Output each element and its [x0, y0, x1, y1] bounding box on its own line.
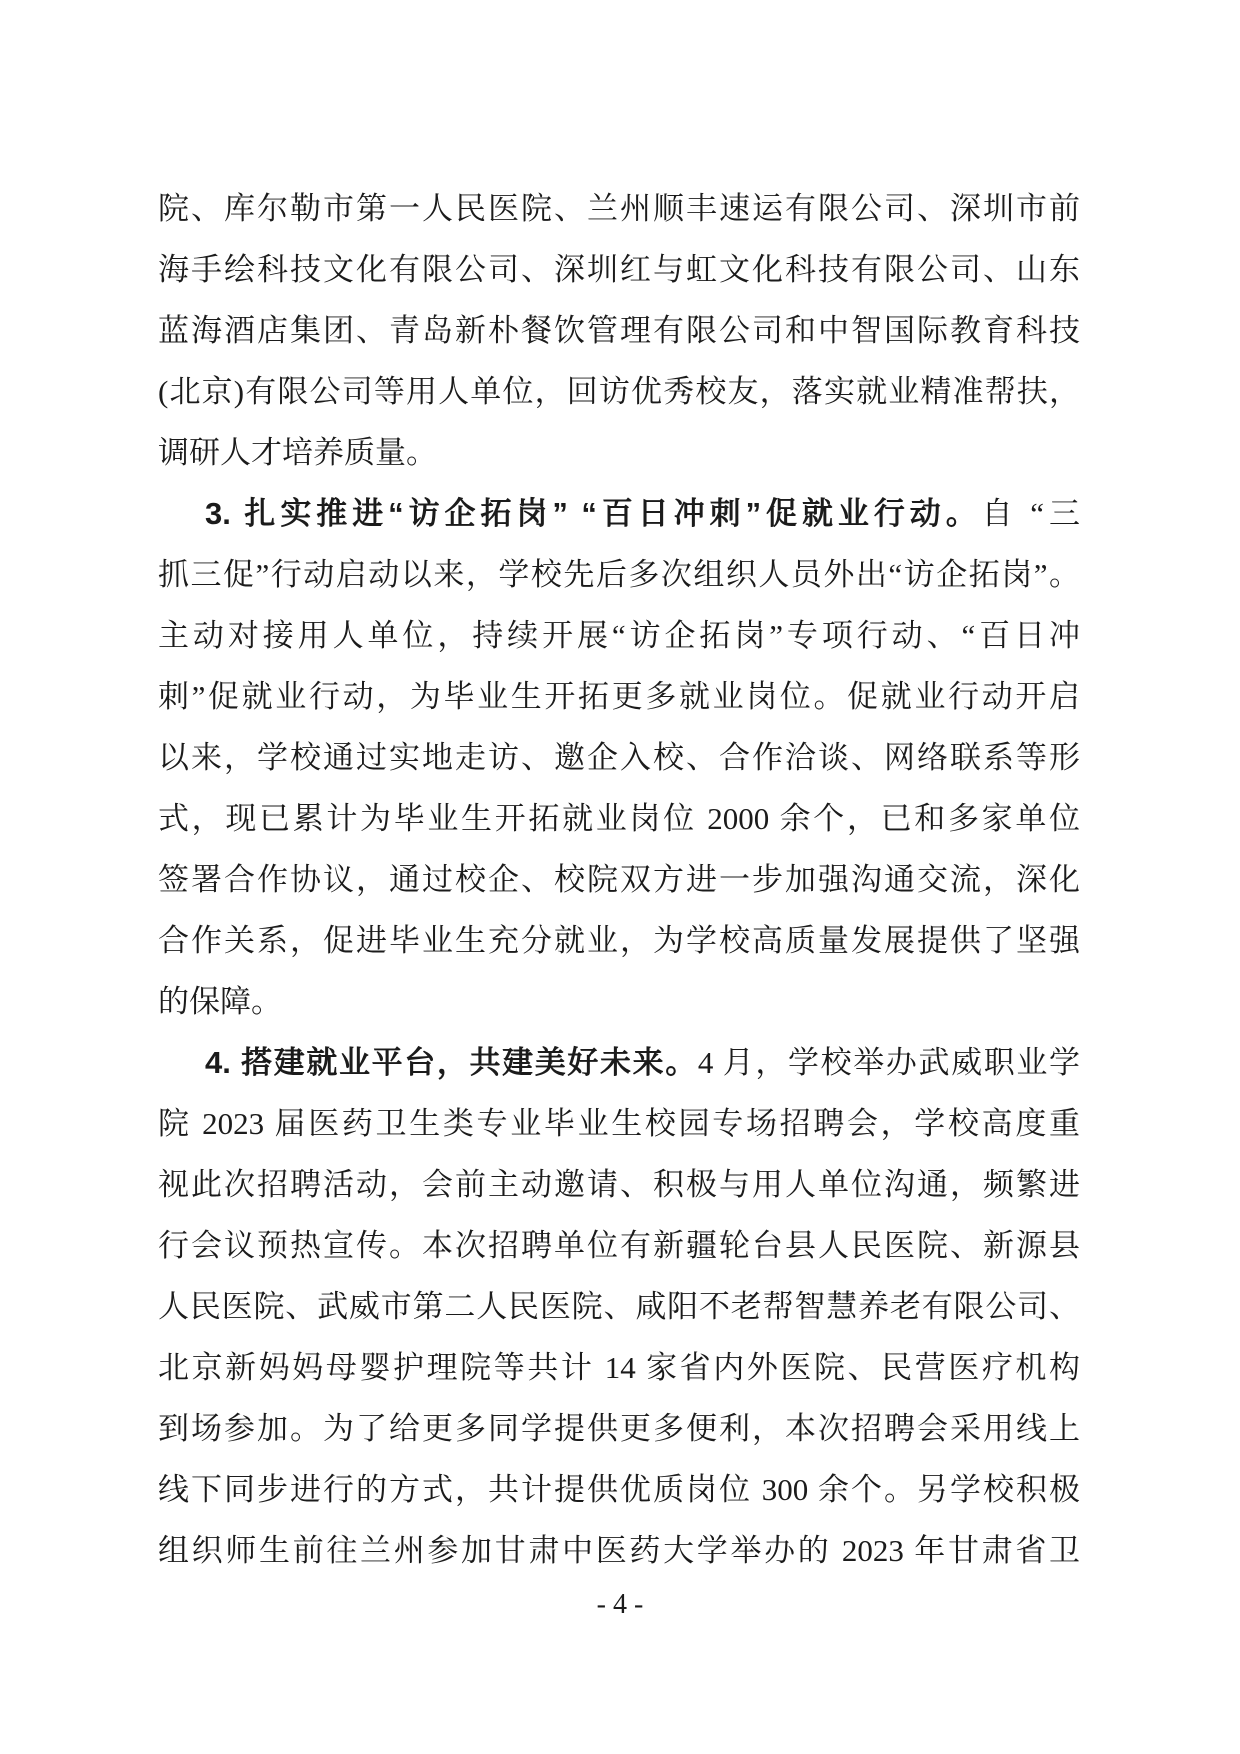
text-segment: 北京新妈妈母婴护理院等共计 14 家省内外医院、民营医疗机构 [158, 1350, 1080, 1385]
text-line [158, 1215, 1080, 1276]
text-segment: 海手绘科技文化有限公司、深圳红与虹文化科技有限公司、山东 [158, 252, 1080, 287]
text-line [158, 910, 1080, 971]
text-line [158, 1520, 1080, 1581]
text-line [158, 605, 1080, 666]
text-segment: (北京)有限公司等用人单位，回访优秀校友，落实就业精准帮扶， [158, 374, 1080, 409]
text-line [158, 544, 1080, 605]
text-line [158, 1337, 1080, 1398]
text-segment: 4 月，学校举办武威职业学 [697, 1045, 1080, 1080]
text-line [158, 239, 1080, 300]
text-line [158, 1459, 1080, 1520]
text-line [158, 483, 1080, 544]
text-line [158, 422, 1080, 483]
text-segment: 蓝海酒店集团、青岛新朴餐饮管理有限公司和中智国际教育科技 [158, 313, 1080, 348]
text-line [158, 1032, 1080, 1093]
text-line [158, 1276, 1080, 1337]
text-segment: 自 “三 [981, 496, 1080, 531]
text-segment: 行会议预热宣传。本次招聘单位有新疆轮台县人民医院、新源县 [158, 1228, 1080, 1263]
text-line [158, 1398, 1080, 1459]
text-segment: 到场参加。为了给更多同学提供更多便利，本次招聘会采用线上 [158, 1411, 1080, 1446]
text-line [158, 361, 1080, 422]
text-segment: 线下同步进行的方式，共计提供优质岗位 300 余个。另学校积极 [158, 1472, 1080, 1507]
text-segment: 式，现已累计为毕业生开拓就业岗位 2000 余个，已和多家单位 [158, 801, 1080, 836]
text-segment: 主动对接用人单位，持续开展“访企拓岗”专项行动、“百日冲 [158, 618, 1080, 653]
text-segment: 视此次招聘活动，会前主动邀请、积极与用人单位沟通，频繁进 [158, 1167, 1080, 1202]
text-segment: 以来，学校通过实地走访、邀企入校、合作洽谈、网络联系等形 [158, 740, 1080, 775]
text-segment: 组织师生前往兰州参加甘肃中医药大学举办的 2023 年甘肃省卫 [158, 1533, 1080, 1568]
text-line [158, 971, 1080, 1032]
text-line [158, 788, 1080, 849]
text-line [158, 727, 1080, 788]
text-segment: 刺”促就业行动，为毕业生开拓更多就业岗位。促就业行动开启 [158, 679, 1080, 714]
text-line [158, 178, 1080, 239]
text-segment: 合作关系，促进毕业生充分就业，为学校高质量发展提供了坚强 [158, 923, 1080, 958]
document-text [158, 178, 1080, 1581]
text-segment: 的保障。 [158, 984, 282, 1019]
text-line [158, 1093, 1080, 1154]
text-line [158, 849, 1080, 910]
text-segment: 院、库尔勒市第一人民医院、兰州顺丰速运有限公司、深圳市前 [158, 191, 1080, 226]
text-line [158, 1154, 1080, 1215]
page-number: - 4 - [596, 1589, 644, 1620]
text-line [158, 666, 1080, 727]
text-segment-bold: 4. 搭建就业平台，共建美好未来。 [205, 1045, 698, 1080]
text-segment: 调研人才培养质量。 [158, 435, 437, 470]
page-footer [0, 1585, 1240, 1625]
text-segment-bold: 3. 扎实推进“访企拓岗” “百日冲刺”促就业行动。 [205, 496, 982, 531]
text-segment: 抓三促”行动启动以来，学校先后多次组织人员外出“访企拓岗”。 [158, 557, 1080, 592]
text-line [158, 300, 1080, 361]
text-segment: 人民医院、武威市第二人民医院、咸阳不老帮智慧养老有限公司、 [158, 1289, 1080, 1324]
text-segment: 院 2023 届医药卫生类专业毕业生校园专场招聘会，学校高度重 [158, 1106, 1080, 1141]
text-segment: 签署合作协议，通过校企、校院双方进一步加强沟通交流，深化 [158, 862, 1080, 897]
